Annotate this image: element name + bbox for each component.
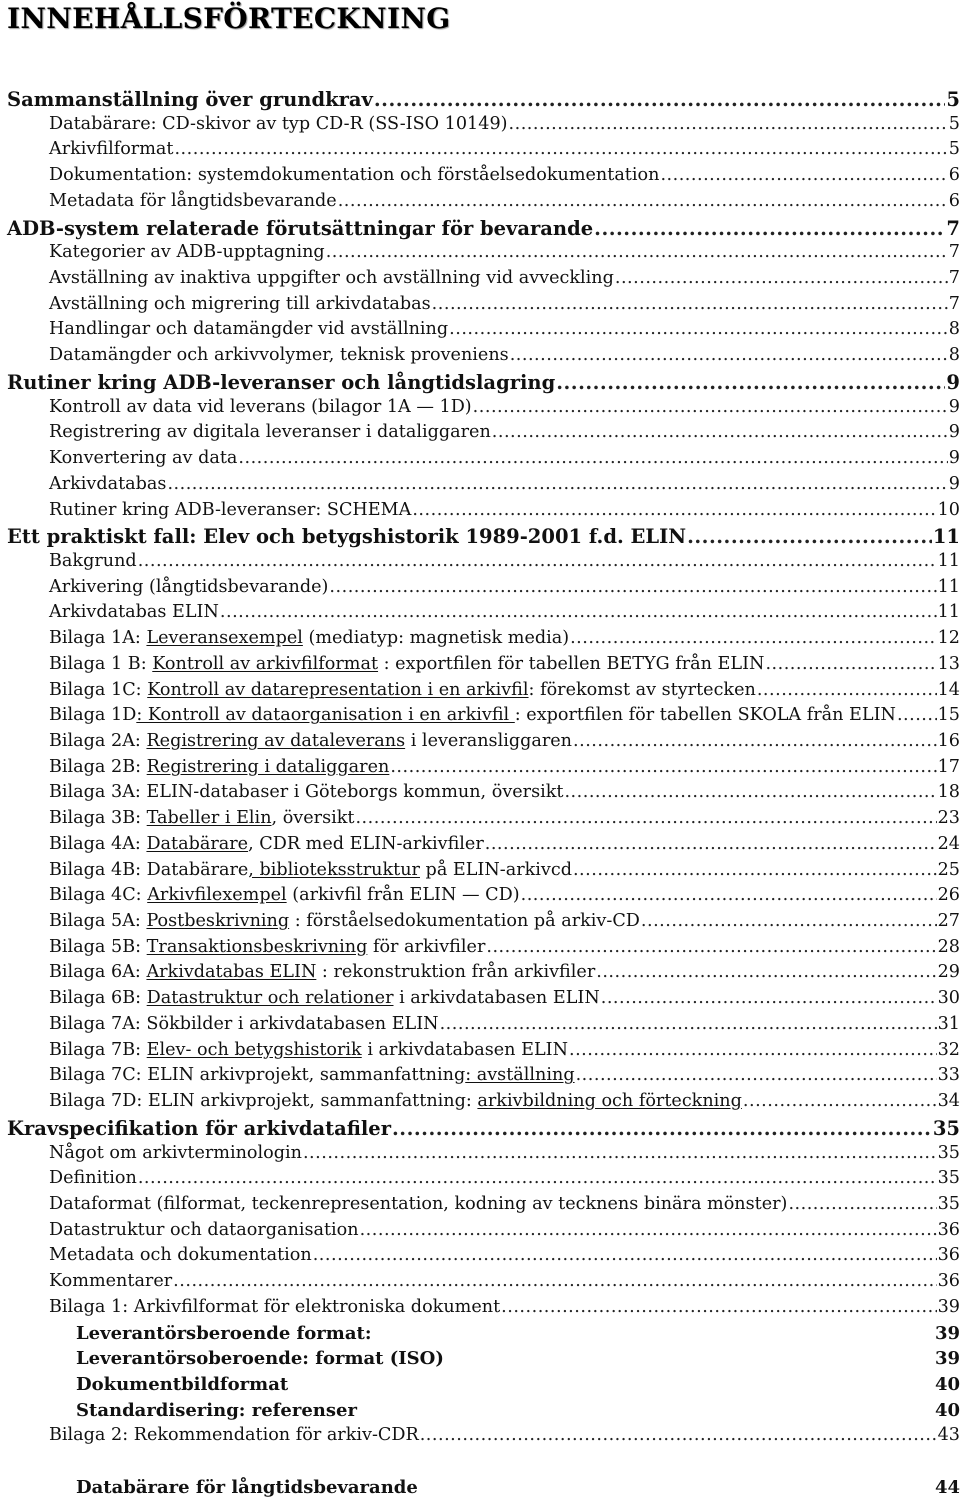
toc-dot-leader	[757, 680, 937, 700]
toc-entry[interactable]	[49, 242, 960, 268]
toc-entry-text: Bilaga 7A: Sökbilder i arkivdatabasen ELIN	[49, 1013, 439, 1034]
toc-entry-link-text: Transaktionsbeskrivning	[146, 936, 368, 957]
toc-entry-text: Kategorier av ADB-upptagning	[49, 242, 325, 263]
toc-page-number: 30	[937, 988, 960, 1009]
toc-page-number: 7	[948, 268, 960, 289]
toc-dot-leader	[220, 602, 937, 622]
toc-page-number: 27	[937, 911, 960, 932]
toc-entry-title	[49, 911, 640, 931]
toc-entry-title	[49, 705, 896, 725]
toc-entry-title	[49, 1220, 359, 1240]
toc-entry-text: Databärare för långtidsbevarande	[76, 1476, 418, 1498]
toc-dot-leader	[355, 808, 936, 828]
toc-dot-leader	[687, 525, 932, 548]
toc-entry-link-text: Kontroll av datarepresentation i en arkivfil	[147, 679, 529, 700]
toc-entry-title	[49, 757, 389, 777]
toc-entry[interactable]	[49, 834, 960, 860]
toc-entry-text: Bilaga 1: Arkivfilformat för elektroniska dokument	[49, 1296, 501, 1317]
toc-entry[interactable]	[49, 808, 960, 834]
toc-dot-leader	[173, 1271, 936, 1291]
toc-entry-title	[49, 551, 137, 571]
toc-entry-text: Bilaga 6A:	[49, 962, 147, 983]
toc-entry-title	[49, 1091, 742, 1111]
toc-entry-title	[49, 602, 219, 622]
toc-entry[interactable]	[49, 1168, 960, 1194]
toc-page-number: 5	[948, 139, 960, 160]
toc-entry[interactable]	[49, 911, 960, 937]
toc-page-number: 23	[937, 808, 960, 829]
toc-entry[interactable]	[49, 500, 960, 526]
toc-entry-text: Bilaga 3B:	[49, 808, 147, 829]
toc-page-number: 35	[937, 1142, 960, 1163]
toc-dot-leader	[573, 731, 937, 751]
toc-entry-text: för arkivfiler	[367, 936, 486, 957]
toc-dot-leader	[303, 1143, 937, 1163]
toc-page-number: 11	[937, 602, 960, 623]
toc-entry-title	[49, 1297, 500, 1317]
toc-page-number: 9	[946, 370, 960, 394]
toc-entry[interactable]	[49, 1065, 960, 1091]
toc-entry[interactable]	[49, 757, 960, 783]
toc-entry-text: Bilaga 2: Rekommendation för arkiv-CDR	[49, 1425, 419, 1446]
toc-dot-leader	[510, 345, 948, 365]
toc-page-number: 6	[948, 165, 960, 186]
toc-page-number: 35	[932, 1116, 960, 1140]
toc-entry-link-text: Kontroll av arkivfilformat	[152, 653, 379, 674]
toc-entry-title	[49, 1040, 568, 1060]
toc-entry-link-text: Registrering i dataliggaren	[146, 756, 390, 777]
toc-entry-text: Datastruktur och dataorganisation	[49, 1219, 359, 1240]
toc-entry[interactable]	[49, 1220, 960, 1246]
toc-entry-text: Bilaga 1A:	[49, 628, 147, 649]
toc-entry-text: Arkivfilformat	[49, 139, 174, 160]
toc-entry-title	[49, 242, 325, 262]
toc-entry[interactable]	[49, 397, 960, 423]
toc-page-number: 15	[937, 705, 960, 726]
toc-entry-title	[49, 937, 485, 957]
toc-entry-title	[7, 371, 555, 394]
toc-entry-text: Leverantörsoberoende: format (ISO)	[76, 1348, 444, 1370]
toc-dot-leader	[360, 1220, 937, 1240]
toc-page-number: 39	[937, 1296, 960, 1317]
toc-entry[interactable]	[49, 860, 960, 886]
toc-entry-text: Bilaga 6B:	[49, 988, 147, 1009]
toc-entry-text: Rutiner kring ADB-leveranser och långtidslagring	[7, 370, 556, 394]
toc-dot-leader	[556, 371, 945, 394]
toc-page-number: 14	[937, 679, 960, 700]
toc-entry[interactable]	[49, 191, 960, 217]
toc-entry-title	[49, 319, 448, 339]
toc-entry-link-text: Arkivdatabas ELIN	[146, 962, 317, 983]
toc-page-number: 36	[937, 1271, 960, 1292]
toc-entry[interactable]	[49, 1091, 960, 1117]
toc-entry-title	[49, 577, 328, 597]
toc-dot-leader	[174, 139, 947, 159]
toc-entry-title	[49, 860, 572, 880]
toc-entry-title	[7, 88, 373, 111]
toc-entry-link-text: Tabeller i Elin	[146, 808, 272, 829]
toc-page-number: 25	[937, 859, 960, 880]
toc-entry-title	[76, 1374, 288, 1395]
toc-entry[interactable]	[49, 345, 960, 371]
toc-entry-text: Metadata och dokumentation	[49, 1245, 312, 1266]
toc-entry-title	[76, 1400, 357, 1421]
toc-page-number: 7	[948, 293, 960, 314]
toc-page-number: 43	[937, 1425, 960, 1446]
toc-dot-leader	[576, 1065, 937, 1085]
toc-entry-link-text: Postbeskrivning	[146, 911, 290, 932]
toc-page-number: 5	[948, 113, 960, 134]
toc-entry-title	[49, 294, 431, 314]
toc-entry[interactable]	[49, 268, 960, 294]
toc-entry-text: (mediatyp: magnetisk media)	[302, 628, 570, 649]
toc-entry-title	[49, 834, 484, 854]
toc-dot-leader	[238, 448, 947, 468]
toc-page-number: 35	[937, 1193, 960, 1214]
toc-page-number: 40	[934, 1374, 960, 1395]
toc-dot-leader	[509, 114, 948, 134]
toc-dot-leader	[420, 1425, 937, 1445]
toc-entry[interactable]	[49, 962, 960, 988]
toc-entry-text: , översikt	[271, 808, 355, 829]
toc-dot-leader	[432, 294, 948, 314]
toc-entry[interactable]	[49, 628, 960, 654]
toc-entry-title	[49, 962, 595, 982]
toc-entry-text: Bilaga 7C: ELIN arkivprojekt, sammanfattning	[49, 1065, 466, 1086]
toc-entry-text: Bilaga 3A: ELIN-databaser i Göteborgs kommun, översikt	[49, 782, 564, 803]
toc-entry-text: , CDR med ELIN-arkivfiler	[248, 833, 484, 854]
toc-entry[interactable]	[49, 474, 960, 500]
toc-entry[interactable]	[49, 1245, 960, 1271]
toc-entry-text: Konvertering av data	[49, 448, 238, 469]
toc-dot-leader	[390, 757, 936, 777]
toc-entry-title	[49, 1014, 439, 1034]
toc-page-number: 9	[948, 448, 960, 469]
toc-dot-leader	[564, 782, 936, 802]
toc-entry[interactable]	[49, 602, 960, 628]
toc-entry[interactable]	[49, 1425, 960, 1451]
toc-entry-title	[49, 782, 563, 802]
toc-entry-title	[49, 1245, 312, 1265]
toc-entry[interactable]	[49, 422, 960, 448]
toc-entry-text: Bilaga 1C:	[49, 679, 148, 700]
toc-entry[interactable]	[49, 988, 960, 1014]
toc-entry-title	[49, 422, 491, 442]
toc-entry-text: Avställning av inaktiva uppgifter och avställning vid avveckling	[49, 268, 614, 289]
toc-entry-link-text: Databärare	[146, 833, 249, 854]
page-title: INNEHÅLLSFÖRTECKNING	[7, 2, 451, 35]
toc-entry-text: (arkivfil från ELIN — CD)	[286, 885, 520, 906]
toc-entry-text: Bilaga 1 B:	[49, 653, 153, 674]
toc-entry[interactable]	[7, 371, 960, 397]
toc-entry-title	[49, 628, 569, 648]
toc-dot-leader	[440, 1014, 937, 1034]
toc-entry-title	[49, 1168, 137, 1188]
toc-entry-text: i leveransliggaren	[405, 731, 573, 751]
toc-entry-title	[76, 1323, 371, 1344]
toc-page-number: 11	[937, 550, 960, 571]
toc-entry-title	[49, 191, 337, 211]
toc-entry[interactable]	[7, 525, 960, 551]
toc-entry-text: Rutiner kring ADB-leveranser: SCHEMA	[49, 499, 412, 520]
toc-dot-leader	[743, 1091, 937, 1111]
toc-page-number: 44	[934, 1476, 960, 1498]
toc-dot-leader	[492, 422, 948, 442]
toc-entry-title	[49, 268, 614, 288]
toc-entry-title	[49, 885, 520, 905]
toc-entry-text: Bilaga 4C:	[49, 885, 148, 906]
toc-entry-text: Bilaga 4B: Databärare	[49, 859, 249, 880]
toc-page-number: 9	[948, 422, 960, 443]
toc-entry-text: ADB-system relaterade förutsättningar för bevarande	[7, 216, 594, 240]
toc-page-number: 34	[937, 1091, 960, 1112]
toc-entry[interactable]	[49, 139, 960, 165]
toc-dot-leader	[485, 834, 937, 854]
toc-entry-title	[7, 217, 593, 240]
toc-entry[interactable]	[76, 1323, 960, 1349]
toc-entry-text: Dokumentation: systemdokumentation och förståelsedokumentation	[49, 165, 660, 186]
toc-entry-link-text: arkivbildning och förteckning	[477, 1091, 742, 1112]
toc-dot-leader	[449, 319, 948, 339]
toc-entry-title	[49, 500, 411, 520]
toc-entry[interactable]	[7, 217, 960, 243]
toc-entry-text: : exportfilen för tabellen SKOLA från ELIN	[514, 705, 896, 726]
toc-entry-title	[49, 139, 173, 159]
toc-entry-title	[49, 474, 166, 494]
toc-page-number: 39	[934, 1348, 960, 1370]
toc-entry-text: Bilaga 2B:	[49, 756, 147, 777]
toc-entry[interactable]	[49, 705, 960, 731]
toc-entry-title	[49, 114, 508, 134]
toc-entry-text: Ett praktiskt fall: Elev och betygshistorik 1989-2001 f.d. ELIN	[7, 525, 687, 549]
toc-page-number: 10	[937, 499, 960, 520]
toc-entry-link-text: Leveransexempel	[146, 628, 303, 649]
toc-entry-text: Standardisering: referenser	[76, 1399, 357, 1421]
toc-entry-text: Bilaga 4A:	[49, 833, 147, 854]
toc-entry-title	[7, 1117, 391, 1140]
toc-entry-link-text: Registrering av dataleverans	[146, 731, 406, 751]
toc-page-number: 31	[937, 1013, 960, 1034]
toc-dot-leader	[570, 628, 937, 648]
toc-entry-title	[49, 988, 600, 1008]
toc-dot-leader	[660, 165, 947, 185]
toc-page-number: 36	[937, 1245, 960, 1266]
toc-entry[interactable]	[49, 1271, 960, 1297]
toc-page-number: 11	[932, 525, 960, 549]
toc-entry-text: Bilaga 7B:	[49, 1039, 147, 1060]
toc-entry-title	[49, 165, 659, 185]
toc-entry-text: : förekomst av styrtecken	[528, 679, 756, 700]
toc-entry-text: Metadata för långtidsbevarande	[49, 190, 337, 211]
toc-entry-link-text: Arkivfilexempel	[147, 885, 287, 906]
toc-entry[interactable]	[49, 114, 960, 140]
toc-entry-text: : exportfilen för tabellen BETYG från ELIN	[378, 653, 765, 674]
toc-entry-text: Arkivering (långtidsbevarande)	[49, 576, 329, 597]
toc-entry-text: Kommentarer	[49, 1271, 173, 1292]
toc-dot-leader	[594, 217, 945, 240]
toc-page-number: 11	[937, 576, 960, 597]
toc-entry[interactable]	[76, 1374, 960, 1400]
toc-entry-text: Dokumentbildformat	[76, 1374, 289, 1395]
toc-entry-text: Avställning och migrering till arkivdatabas	[49, 293, 431, 314]
toc-entry[interactable]	[49, 448, 960, 474]
toc-page-number: 17	[937, 756, 960, 777]
toc-entry-text: Arkivdatabas ELIN	[49, 602, 219, 623]
toc-dot-leader	[573, 860, 937, 880]
toc-dot-leader	[596, 962, 936, 982]
toc-entry-text: Något om arkivterminologin	[49, 1142, 302, 1163]
toc-entry[interactable]	[49, 731, 960, 757]
toc-entry[interactable]	[49, 1297, 960, 1323]
toc-entry-title	[49, 808, 354, 828]
toc-page-number: 12	[937, 628, 960, 649]
toc-dot-leader	[138, 551, 937, 571]
toc-dot-leader	[338, 191, 948, 211]
toc-entry[interactable]	[49, 1040, 960, 1066]
toc-page-number: 29	[937, 962, 960, 983]
toc-entry[interactable]	[49, 654, 960, 680]
toc-entry-link-text: : Kontroll av dataorganisation i en arkivfil	[136, 705, 515, 726]
toc-page-number: 35	[937, 1168, 960, 1189]
toc-page-number: 8	[948, 345, 960, 366]
toc-dot-leader	[392, 1117, 932, 1140]
toc-entry-text: Bakgrund	[49, 550, 137, 571]
toc-entry-title	[49, 680, 756, 700]
toc-dot-leader	[521, 885, 937, 905]
toc-entry[interactable]	[49, 319, 960, 345]
toc-entry[interactable]	[49, 551, 960, 577]
toc-entry-title	[49, 1425, 419, 1445]
toc-dot-leader	[326, 242, 948, 262]
toc-page-number: 16	[937, 731, 960, 751]
toc-dot-leader	[412, 500, 936, 520]
toc-entry-text: Bilaga 1D	[49, 705, 137, 726]
toc-entry-link-text: Elev- och betygshistorik	[146, 1039, 362, 1060]
toc-page-number: 24	[937, 833, 960, 854]
toc-entry-text: Kravspecifikation för arkivdatafiler	[7, 1116, 391, 1140]
toc-entry-link-text: : avställning	[465, 1065, 575, 1086]
toc-entry-text: Leverantörsberoende format:	[76, 1322, 372, 1344]
toc-dot-leader	[329, 577, 936, 597]
toc-entry-text: i arkivdatabasen ELIN	[361, 1039, 568, 1060]
toc-entry-text: Definition	[49, 1168, 137, 1189]
toc-entry[interactable]	[7, 88, 960, 114]
toc-entry-title	[49, 1194, 787, 1214]
toc-entry-text: Handlingar och datamängder vid avställning	[49, 319, 449, 340]
toc-entry-text: Sammanställning över grundkrav	[7, 88, 373, 111]
toc-dot-leader	[374, 88, 946, 111]
toc-dot-leader	[615, 268, 948, 288]
toc-entry-text: Databärare: CD-skivor av typ CD-R (SS-ISO 10149)	[49, 113, 508, 134]
toc-entry-title	[49, 345, 509, 365]
toc-page-number: 18	[937, 782, 960, 803]
toc-dot-leader	[501, 1297, 936, 1317]
toc-page-number: 28	[937, 936, 960, 957]
toc-dot-leader	[897, 705, 937, 725]
toc-entry-title	[49, 1271, 172, 1291]
toc-entry-text: Datamängder och arkivvolymer, teknisk proveniens	[49, 345, 509, 366]
toc-entry[interactable]	[76, 1348, 960, 1374]
toc-entry-text: : rekonstruktion från arkivfiler	[316, 962, 596, 983]
toc-entry-text: Bilaga 5A:	[49, 911, 147, 932]
toc-entry[interactable]	[49, 165, 960, 191]
toc-entry-link-text: , biblioteksstruktur	[248, 859, 420, 880]
toc-page-number: 36	[937, 1219, 960, 1240]
toc-entry-title	[49, 731, 572, 751]
toc-entry[interactable]	[49, 1014, 960, 1040]
toc-dot-leader	[641, 911, 937, 931]
toc-entry-text: Bilaga 7D: ELIN arkivprojekt, sammanfattning:	[49, 1091, 478, 1112]
toc-entry-title	[49, 654, 764, 674]
toc-entry-title	[76, 1348, 444, 1369]
toc-entry-title	[49, 448, 237, 468]
toc-page-number: 9	[948, 396, 960, 417]
toc-page-number: 40	[934, 1399, 960, 1421]
toc-dot-leader	[486, 937, 936, 957]
toc-page-number: 39	[934, 1322, 960, 1344]
toc-entry-title	[49, 1065, 575, 1085]
toc-dot-leader	[473, 397, 948, 417]
toc-entry-text: på ELIN-arkivcd	[419, 859, 572, 880]
toc-page-number: 33	[937, 1065, 960, 1086]
toc-dot-leader	[601, 988, 937, 1008]
toc-page-number: 7	[948, 242, 960, 263]
toc-entry-title	[76, 1477, 418, 1498]
toc-entry[interactable]	[49, 1194, 960, 1220]
toc-entry[interactable]	[49, 782, 960, 808]
toc-entry[interactable]	[49, 680, 960, 706]
toc-entry[interactable]	[49, 1143, 960, 1169]
toc-entry-title	[49, 397, 472, 417]
toc-entry[interactable]	[49, 937, 960, 963]
toc-page-number: 32	[937, 1039, 960, 1060]
toc-entry[interactable]	[76, 1477, 960, 1503]
toc-dot-leader	[313, 1245, 937, 1265]
toc-entry[interactable]	[76, 1400, 960, 1426]
toc-entry-link-text: Datastruktur och relationer	[146, 988, 394, 1009]
toc-entry-text: Registrering av digitala leveranser i dataliggaren	[49, 422, 491, 443]
toc-dot-leader	[765, 654, 936, 674]
toc-page-number: 6	[948, 190, 960, 211]
toc-page-number: 8	[948, 319, 960, 340]
toc-entry[interactable]	[49, 294, 960, 320]
toc-entry-title	[7, 525, 686, 548]
toc-entry[interactable]	[49, 577, 960, 603]
toc-dot-leader	[167, 474, 947, 494]
toc-entry-text: i arkivdatabasen ELIN	[393, 988, 600, 1009]
toc-page-number: 9	[948, 473, 960, 494]
toc-entry-text: Dataformat (filformat, teckenrepresentation, kodning av tecknens binära mönster)	[49, 1193, 788, 1214]
toc-page-number: 13	[937, 653, 960, 674]
toc-entry-text: Kontroll av data vid leverans (bilagor 1A — 1D)	[49, 396, 472, 417]
toc-entry-text: Bilaga 2A:	[49, 731, 147, 751]
toc-page-number: 26	[937, 885, 960, 906]
toc-dot-leader	[138, 1168, 937, 1188]
toc-entry-text: : förståelsedokumentation på arkiv-CD	[289, 911, 640, 932]
toc-entry-title	[49, 1143, 302, 1163]
toc-entry[interactable]	[49, 885, 960, 911]
toc-entry-text: Bilaga 5B:	[49, 936, 147, 957]
toc-dot-leader	[569, 1040, 937, 1060]
toc-page-number: 7	[946, 216, 960, 240]
toc-page-number: 5	[946, 88, 960, 111]
toc-entry-text: Arkivdatabas	[49, 473, 167, 494]
toc-entry[interactable]	[7, 1117, 960, 1143]
toc-dot-leader	[788, 1194, 936, 1214]
